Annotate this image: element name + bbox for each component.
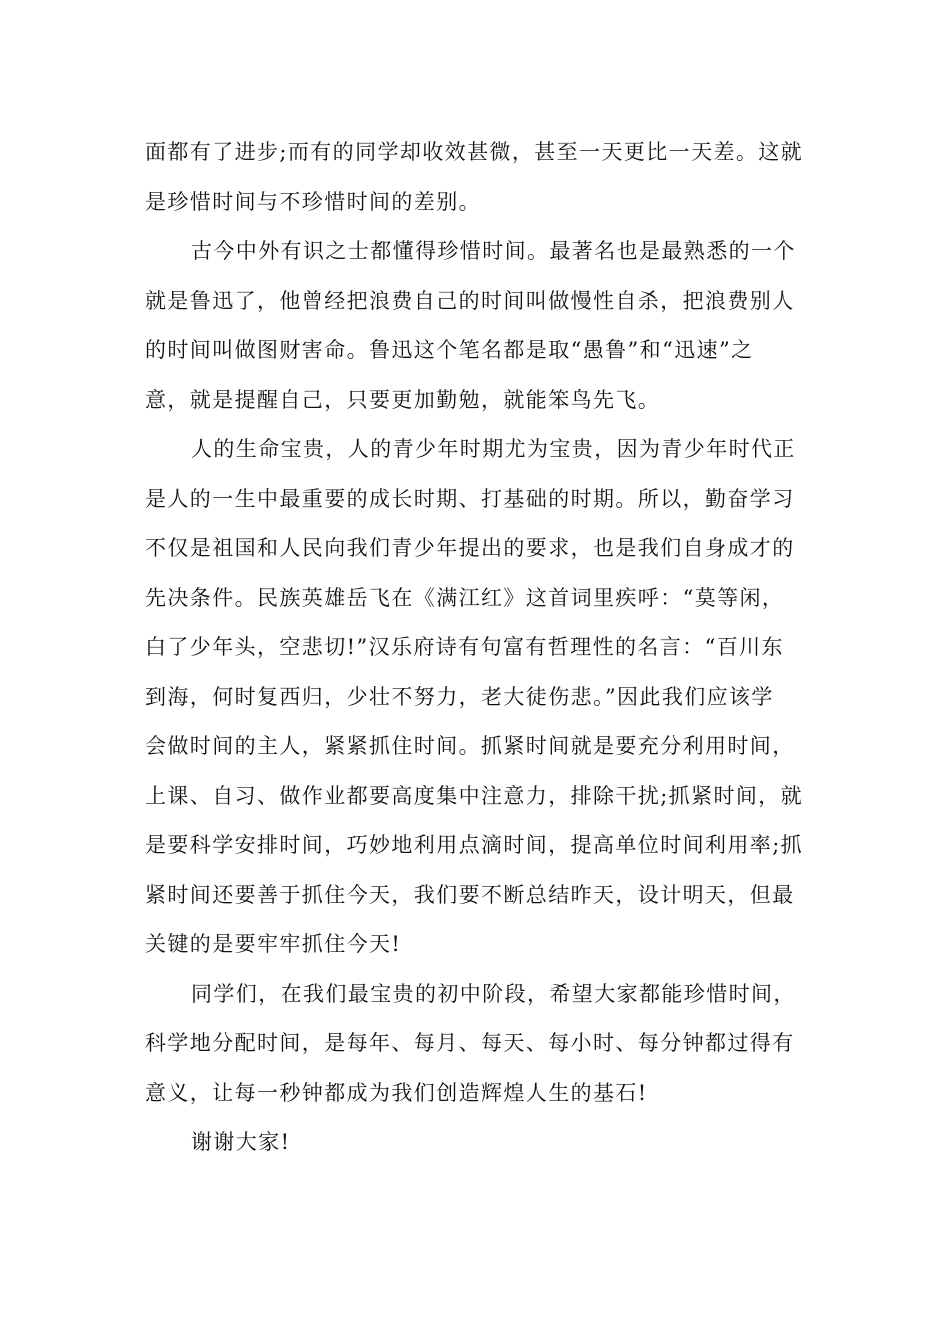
- text-line: 是珍惜时间与不珍惜时间的差别。: [145, 189, 481, 214]
- text-line: 同学们，在我们最宝贵的初中阶段，希望大家都能珍惜时间，: [191, 981, 796, 1006]
- text-line: 白了少年头，空悲切!”汉乐府诗有句富有哲理性的名言：“百川东: [145, 635, 784, 659]
- text-line: 意义，让每一秒钟都成为我们创造辉煌人生的基石!: [145, 1080, 648, 1105]
- paragraph: [145, 1118, 807, 1168]
- paragraph: [145, 425, 807, 970]
- text-line: 会做时间的主人，紧紧抓住时间。抓紧时间就是要充分利用时间，: [145, 734, 795, 758]
- text-line: 紧时间还要善于抓住今天，我们要不断总结昨天，设计明天，但最: [145, 882, 795, 907]
- paragraph: [145, 227, 807, 425]
- text-line: 科学地分配时间，是每年、每月、每天、每小时、每分钟都过得有: [145, 1031, 795, 1055]
- paragraph: [145, 970, 807, 1119]
- text-line: 是人的一生中最重要的成长时期、打基础的时期。所以，勤奋学习: [145, 486, 795, 511]
- text-line: 先决条件。民族英雄岳飞在《满江红》这首词里疾呼：“莫等闲，: [145, 585, 785, 610]
- text-line: 的时间叫做图财害命。鲁迅这个笔名都是取“愚鲁”和“迅速”之: [145, 338, 754, 362]
- text-line: 关键的是要牢牢抓住今天!: [145, 932, 402, 956]
- text-line: 人的生命宝贵，人的青少年时期尤为宝贵，因为青少年时代正: [191, 437, 796, 461]
- paragraph: [145, 128, 807, 227]
- text-line: 谢谢大家!: [191, 1130, 291, 1154]
- text-line: 就是鲁迅了，他曾经把浪费自己的时间叫做慢性自杀，把浪费别人: [145, 288, 795, 313]
- text-line: 是要科学安排时间，巧妙地利用点滴时间，提高单位时间利用率;抓: [145, 833, 804, 857]
- text-line: 上课、自习、做作业都要高度集中注意力，排除干扰;抓紧时间，就: [145, 783, 804, 808]
- speech-text: [145, 128, 807, 1168]
- text-line: 古今中外有识之士都懂得珍惜时间。最著名也是最熟悉的一个: [191, 239, 796, 263]
- text-line: 不仅是祖国和人民向我们青少年提出的要求，也是我们自身成才的: [145, 536, 795, 560]
- text-line: 面都有了进步;而有的同学却收效甚微，甚至一天更比一天差。这就: [145, 140, 804, 164]
- text-line: 意，就是提醒自己，只要更加勤勉，就能笨鸟先飞。: [145, 387, 661, 412]
- text-line: 到海，何时复西归，少壮不努力，老大徒伤悲。”因此我们应该学: [145, 684, 774, 709]
